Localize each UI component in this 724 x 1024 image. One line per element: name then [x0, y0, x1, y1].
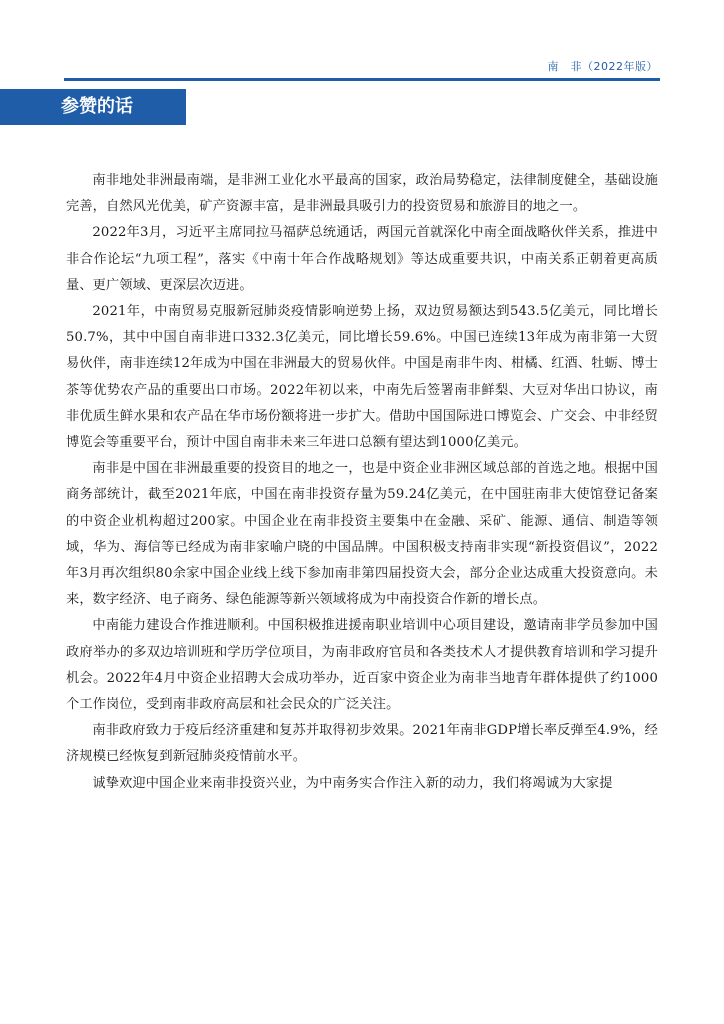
- running-header-label: 南 非（2022年版）: [547, 60, 658, 73]
- section-title: 参赞的话: [0, 89, 186, 125]
- paragraph: 2021年，中南贸易克服新冠肺炎疫情影响逆势上扬，双边贸易额达到543.5亿美元，同比增长50.7%，其中中国自南非进口332.3亿美元，同比增长59.6%。中国已连续13年成为南非第一大贸易伙伴，南非连续12年成为中国在非洲最大的贸易伙伴。中国是南非牛肉、柑橘、红酒、牡蛎、博士茶等优势农产品的重要出口市场。2022年初以来，中南先后签署南非鲜梨、大豆对华出口协议，南非优质生鲜水果和农产品在华市场份额将进一步扩大。借助中国国际进口博览会、广交会、中非经贸博览会等重要平台，预计中国自南非未来三年进口总额有望达到1000亿美元。: [66, 304, 658, 451]
- paragraph: 南非是中国在非洲最重要的投资目的地之一，也是中资企业非洲区域总部的首选之地。根据中国商务部统计，截至2021年底，中国在南非投资存量为59.24亿美元，在中国驻南非大使馆登记备案的中资企业机构超过200家。中国企业在南非投资主要集中在金融、采矿、能源、通信、制造等领域，华为、海信等已经成为南非家喻户晓的中国品牌。中国积极支持南非实现“新投资倡议”，2022年3月再次组织80余家中国企业线上线下参加南非第四届投资大会，部分企业达成重大投资意向。未来，数字经济、电子商务、绿色能源等新兴领域将成为中南投资合作新的增长点。: [66, 461, 658, 608]
- paragraph: 诚挚欢迎中国企业来南非投资兴业，为中南务实合作注入新的动力，我们将竭诚为大家提: [92, 775, 613, 791]
- header-divider: [64, 78, 660, 81]
- paragraph: 2022年3月，习近平主席同拉马福萨总统通话，两国元首就深化中南全面战略伙伴关系，推进中非合作论坛“九项工程”，落实《中南十年合作战略规划》等达成重要共识，中南关系正朝着更高质量、更广领域、更深层次迈进。: [66, 225, 658, 293]
- paragraph: 南非政府致力于疫后经济重建和复苏并取得初步效果。2021年南非GDP增长率反弹至4.9%，经济规模已经恢复到新冠肺炎疫情前水平。: [66, 723, 658, 765]
- paragraph: 中南能力建设合作推进顺利。中国积极推进援南职业培训中心项目建设，邀请南非学员参加中国政府举办的多双边培训班和学历学位项目，为南非政府官员和各类技术人才提供教育培训和学习提升机会。2022年4月中资企业招聘大会成功举办，近百家中资企业为南非当地青年群体提供了约1000个工作岗位，受到南非政府高层和社会民众的广泛关注。: [66, 618, 658, 713]
- body-text: [66, 168, 658, 797]
- paragraph: 南非地处非洲最南端，是非洲工业化水平最高的国家，政治局势稳定，法律制度健全，基础设施完善，自然风光优美，矿产资源丰富，是非洲最具吸引力的投资贸易和旅游目的地之一。: [66, 173, 658, 215]
- page-header: [0, 0, 724, 80]
